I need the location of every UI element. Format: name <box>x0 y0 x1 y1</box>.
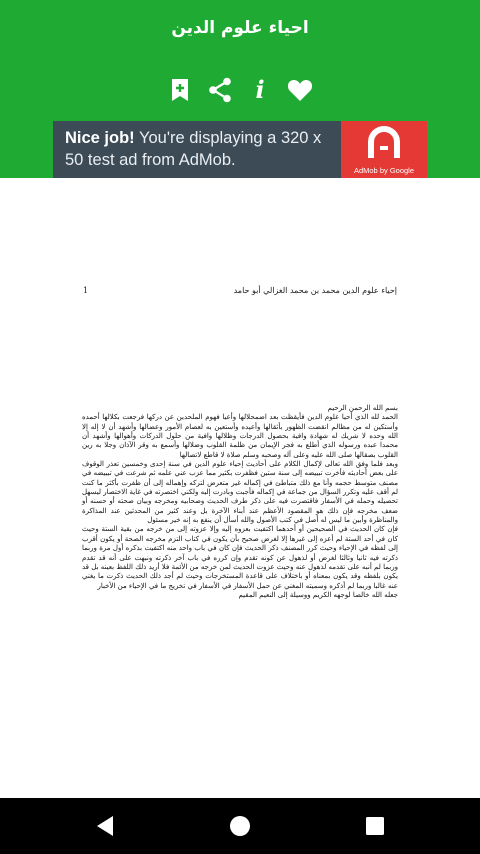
recents-button[interactable] <box>345 798 405 854</box>
paragraph: وبعد فلما وفق الله تعالى لإكمال الكلام على أحاديث إحياء علوم الدين في سنة إحدى وخمسين تعذر الوقوف على بعض أحاديثه فأخرت تبييضه إلى سنة ستين فظفرت بكثير مما عزب عني علمه ثم شرعت في تبييضه في مصنف متوسط حجمه وأنا مع ذلك متباطئ في إكماله غير متعرض لتركه وإهماله إلى أن ظفرت بأكثر ما كنت لم أقف عليه وتكرر السؤال من جماعة في إكماله فأجبت وبادرت إليه ولكني اختصرته في غاية الاختصار ليسهل تحصيله وحمله في الأسفار فاقتصرت فيه على ذكر طرف الحديث وصحابيه ومخرجه وبيان صحته أو حسنه أو ضعف مخرجه فإن ذلك هو المقصود الأعظم عند أبناء الآخرة بل وعند كثير من المحدثين عند المذاكرة والمناظرة وأبين ما ليس له أصل في كتب الأصول والله أسأل أن ينفع به إنه خير مسئول <box>82 460 398 525</box>
admob-logo <box>341 121 427 178</box>
heart-icon <box>287 78 313 102</box>
ad-headline: Nice job! <box>65 129 135 147</box>
home-icon <box>229 815 251 837</box>
paragraph: الحمد لله الذي أحيا علوم الدين فأيقظت بعد اضمحلالها وأعيا فهوم الملحدين عن دركها فرجعت بكلالها أحمده وأستكين له من مظالم انقضت الظهور بأثقالها وأعيده وأستعين به لعصام الأمور وعضالها وأشهد أن لا إله إلا الله وحده لا شريك له شهادة وافية بحصول الدرجات وظلالها وافية من حلول الدركات وأهوالها وأشهد أن محمدا عبده ورسوله الذي أطلع به فجر الإيمان من ظلمة القلوب وضلالها وأسمع به وقر الآذان وجلا به رين القلوب بصقالها صلى الله عليه وعلى آله وصحبه وسلم صلاة لا قاطع لاتصالها <box>82 413 398 459</box>
info-icon: i <box>255 75 265 104</box>
page-body <box>82 404 398 600</box>
page-number: 1 <box>83 286 89 295</box>
share-icon <box>208 77 232 103</box>
bookmark-button[interactable] <box>166 76 194 104</box>
back-icon <box>95 815 115 837</box>
page-header: إحياء علوم الدين محمد بن محمد الغزالي أبو حامد <box>233 286 397 295</box>
system-navigation-bar <box>0 798 480 854</box>
paragraph: بسم الله الرحمن الرحيم <box>327 404 398 412</box>
ad-text <box>65 127 340 171</box>
home-button[interactable] <box>210 798 270 854</box>
paragraph: جعله الله خالصا لوجهه الكريم ووسيلة إلى النعيم المقيم <box>238 590 398 599</box>
ad-body: You're displaying a 320 x 50 test ad from AdMob. <box>65 129 322 169</box>
app-title: احياء علوم الدين <box>171 18 309 38</box>
bookmark-icon <box>170 78 190 102</box>
admob-icon <box>368 126 400 162</box>
back-button[interactable] <box>75 798 135 854</box>
share-button[interactable] <box>206 76 234 104</box>
ad-logo-label: AdMob by Google <box>353 166 415 175</box>
ad-banner[interactable] <box>53 121 427 178</box>
document-page <box>0 178 480 798</box>
info-button[interactable] <box>246 76 274 104</box>
recents-icon <box>366 817 384 835</box>
paragraph: فإن كان الحديث في الصحيحين أو أحدهما اكتفيت بعزوه إليه وإلا عزوته إلى من خرجه من بقية الستة وحيث كان في أحد الستة لم أعزه إلى غيرها إلا لغرض صحيح بأن يكون في كتاب التزم مخرجه الصحة أو يكون أقرب إلى لفظه في الإحياء وحيث كرر المصنف ذكر الحديث فإن كان في باب واحد منه اكتفيت بذكره أول مرة وربما ذكرته فيه ثانيا وثالثا لغرض أو لذهول عن كونه تقدم وإن كرره في باب آخر ذكرته ونبهت على أنه قد تقدم وربما لم أنبه على تقدمه لذهول عنه وحيث عزوت الحديث لمن خرجه من الأئمة فلا أريد ذلك اللفظ بعينه بل قد يكون بلفظه وقد يكون بمعناه أو باختلاف على قاعدة المستخرجات وحيث لم أجد ذلك الحديث ذكرت ما يغني عنه غالبا وربما لم أذكره وسميته المغني عن حمل الأسفار في الأسفار في تخريج ما في الإحياء من الأخبار <box>82 525 398 590</box>
toolbar-actions <box>160 76 320 104</box>
favorite-button[interactable] <box>286 76 314 104</box>
app-bar <box>0 0 480 178</box>
